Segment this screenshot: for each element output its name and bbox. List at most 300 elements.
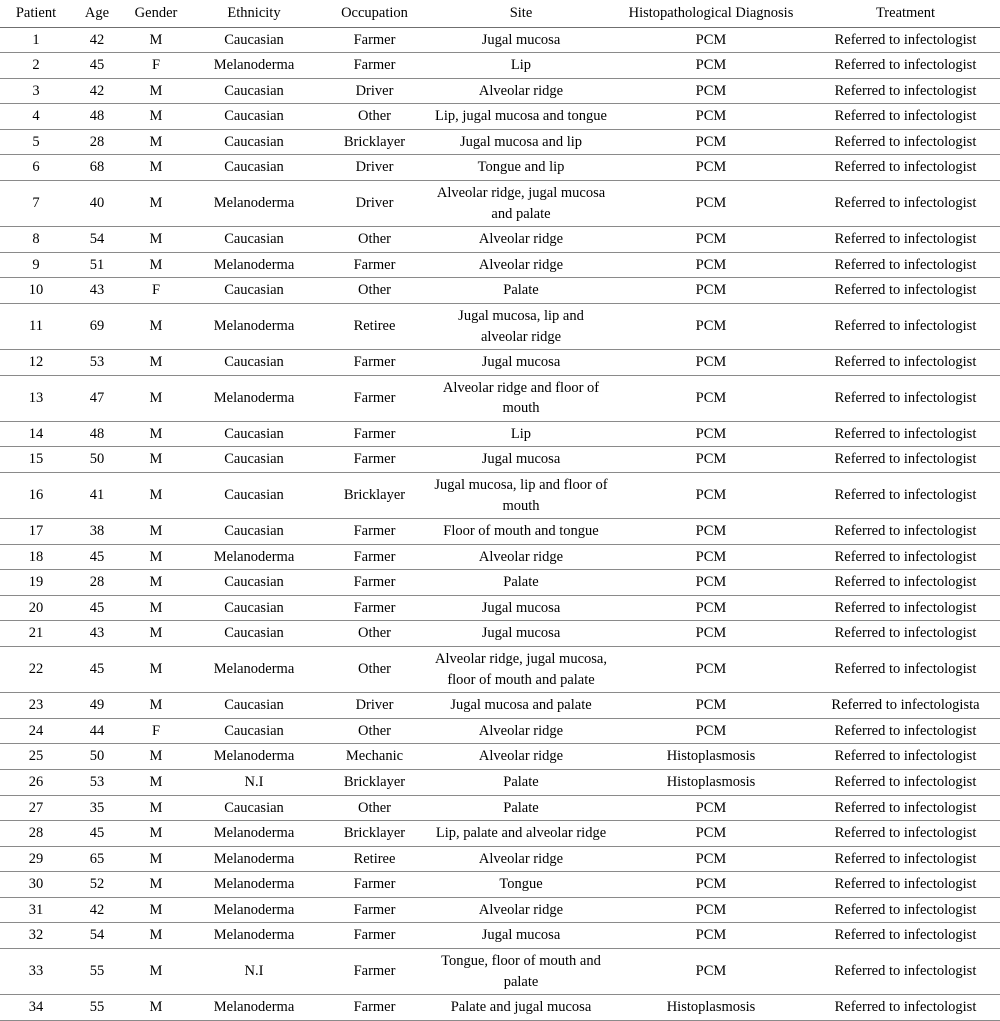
cell-gender: M (122, 350, 190, 376)
cell-age: 41 (72, 472, 122, 518)
cell-occupation: Farmer (318, 544, 431, 570)
cell-site: Alveolar ridge (431, 846, 611, 872)
table-row (0, 948, 1000, 994)
cell-age: 65 (72, 846, 122, 872)
cell-patient: 20 (0, 595, 72, 621)
cell-age: 53 (72, 769, 122, 795)
cell-ethnicity: Melanoderma (190, 897, 318, 923)
cell-gender: M (122, 693, 190, 719)
cell-patient: 31 (0, 897, 72, 923)
cell-treatment: Referred to infectologist (811, 795, 1000, 821)
cell-ethnicity: Caucasian (190, 595, 318, 621)
column-header-ethnicity: Ethnicity (190, 0, 318, 27)
cell-occupation: Farmer (318, 995, 431, 1021)
cell-treatment: Referred to infectologist (811, 421, 1000, 447)
table-row (0, 27, 1000, 53)
table-row (0, 472, 1000, 518)
cell-gender: M (122, 252, 190, 278)
cell-treatment: Referred to infectologist (811, 846, 1000, 872)
cell-site: Jugal mucosa and lip (431, 129, 611, 155)
cell-treatment: Referred to infectologist (811, 447, 1000, 473)
cell-diagnosis: PCM (611, 447, 811, 473)
cell-age: 28 (72, 129, 122, 155)
cell-patient: 4 (0, 104, 72, 130)
cell-treatment: Referred to infectologist (811, 181, 1000, 227)
table-row (0, 872, 1000, 898)
cell-site: Tongue and lip (431, 155, 611, 181)
cell-occupation: Bricklayer (318, 821, 431, 847)
cell-occupation: Other (318, 718, 431, 744)
cell-gender: M (122, 744, 190, 770)
cell-treatment: Referred to infectologist (811, 155, 1000, 181)
cell-occupation: Farmer (318, 53, 431, 79)
cell-site: Alveolar ridge (431, 227, 611, 253)
cell-treatment: Referred to infectologist (811, 647, 1000, 693)
cell-ethnicity: Melanoderma (190, 995, 318, 1021)
table-row (0, 769, 1000, 795)
cell-ethnicity: Caucasian (190, 155, 318, 181)
table-row (0, 595, 1000, 621)
cell-site: Lip, jugal mucosa and tongue (431, 104, 611, 130)
cell-age: 42 (72, 897, 122, 923)
cell-occupation: Farmer (318, 519, 431, 545)
cell-diagnosis: PCM (611, 923, 811, 949)
cell-diagnosis: PCM (611, 252, 811, 278)
cell-treatment: Referred to infectologist (811, 78, 1000, 104)
cell-treatment: Referred to infectologist (811, 544, 1000, 570)
cell-age: 53 (72, 350, 122, 376)
cell-age: 69 (72, 303, 122, 349)
cell-occupation: Mechanic (318, 744, 431, 770)
cell-ethnicity: Melanoderma (190, 252, 318, 278)
cell-gender: M (122, 181, 190, 227)
cell-gender: M (122, 595, 190, 621)
table-row (0, 252, 1000, 278)
cell-occupation: Retiree (318, 303, 431, 349)
cell-age: 55 (72, 995, 122, 1021)
cell-occupation: Farmer (318, 252, 431, 278)
cell-occupation: Farmer (318, 872, 431, 898)
cell-age: 40 (72, 181, 122, 227)
cell-patient: 1 (0, 27, 72, 53)
column-header-age: Age (72, 0, 122, 27)
table-row (0, 78, 1000, 104)
cell-age: 43 (72, 278, 122, 304)
column-header-diagnosis: Histopathological Diagnosis (611, 0, 811, 27)
cell-site: Jugal mucosa (431, 923, 611, 949)
column-header-occupation: Occupation (318, 0, 431, 27)
table-row (0, 693, 1000, 719)
cell-age: 45 (72, 595, 122, 621)
cell-gender: M (122, 303, 190, 349)
cell-occupation: Driver (318, 155, 431, 181)
cell-patient: 18 (0, 544, 72, 570)
cell-diagnosis: PCM (611, 472, 811, 518)
cell-diagnosis: Histoplasmosis (611, 744, 811, 770)
cell-age: 54 (72, 227, 122, 253)
cell-patient: 26 (0, 769, 72, 795)
cell-site: Jugal mucosa (431, 621, 611, 647)
cell-diagnosis: PCM (611, 795, 811, 821)
table-row (0, 278, 1000, 304)
cell-gender: M (122, 78, 190, 104)
cell-ethnicity: Melanoderma (190, 303, 318, 349)
cell-treatment: Referred to infectologist (811, 744, 1000, 770)
cell-patient: 28 (0, 821, 72, 847)
table-row (0, 129, 1000, 155)
cell-treatment: Referred to infectologist (811, 350, 1000, 376)
cell-site: Alveolar ridge (431, 544, 611, 570)
cell-occupation: Bricklayer (318, 129, 431, 155)
cell-ethnicity: Melanoderma (190, 53, 318, 79)
cell-diagnosis: PCM (611, 27, 811, 53)
cell-ethnicity: Caucasian (190, 129, 318, 155)
cell-ethnicity: Caucasian (190, 421, 318, 447)
table-body (0, 27, 1000, 1020)
cell-patient: 24 (0, 718, 72, 744)
cell-treatment: Referred to infectologist (811, 595, 1000, 621)
cell-age: 42 (72, 27, 122, 53)
cell-diagnosis: PCM (611, 570, 811, 596)
cell-occupation: Farmer (318, 27, 431, 53)
cell-ethnicity: Melanoderma (190, 181, 318, 227)
table-header-row (0, 0, 1000, 27)
cell-ethnicity: Melanoderma (190, 544, 318, 570)
cell-occupation: Driver (318, 693, 431, 719)
cell-treatment: Referred to infectologist (811, 769, 1000, 795)
cell-patient: 15 (0, 447, 72, 473)
table-row (0, 375, 1000, 421)
cell-patient: 11 (0, 303, 72, 349)
cell-diagnosis: Histoplasmosis (611, 769, 811, 795)
cell-age: 48 (72, 104, 122, 130)
table-row (0, 303, 1000, 349)
table-row (0, 744, 1000, 770)
cell-age: 44 (72, 718, 122, 744)
cell-patient: 27 (0, 795, 72, 821)
cell-diagnosis: PCM (611, 544, 811, 570)
cell-ethnicity: Caucasian (190, 227, 318, 253)
cell-site: Palate and jugal mucosa (431, 995, 611, 1021)
cell-occupation: Farmer (318, 595, 431, 621)
cell-diagnosis: PCM (611, 595, 811, 621)
cell-diagnosis: PCM (611, 519, 811, 545)
cell-occupation: Farmer (318, 897, 431, 923)
cell-gender: F (122, 278, 190, 304)
cell-age: 47 (72, 375, 122, 421)
cell-age: 68 (72, 155, 122, 181)
cell-age: 35 (72, 795, 122, 821)
cell-site: Alveolar ridge (431, 718, 611, 744)
cell-treatment: Referred to infectologist (811, 821, 1000, 847)
cell-site: Floor of mouth and tongue (431, 519, 611, 545)
cell-patient: 17 (0, 519, 72, 545)
cell-site: Alveolar ridge, jugal mucosa and palate (431, 181, 611, 227)
cell-site: Jugal mucosa, lip and floor of mouth (431, 472, 611, 518)
cell-patient: 13 (0, 375, 72, 421)
cell-site: Alveolar ridge and floor of mouth (431, 375, 611, 421)
cell-site: Alveolar ridge (431, 744, 611, 770)
cell-diagnosis: PCM (611, 621, 811, 647)
table-row (0, 447, 1000, 473)
cell-treatment: Referred to infectologist (811, 375, 1000, 421)
cell-gender: M (122, 570, 190, 596)
cell-patient: 29 (0, 846, 72, 872)
cell-ethnicity: Caucasian (190, 104, 318, 130)
cell-treatment: Referred to infectologist (811, 227, 1000, 253)
cell-gender: M (122, 795, 190, 821)
cell-diagnosis: PCM (611, 181, 811, 227)
cell-diagnosis: PCM (611, 227, 811, 253)
cell-patient: 5 (0, 129, 72, 155)
cell-gender: M (122, 647, 190, 693)
cell-ethnicity: Caucasian (190, 621, 318, 647)
cell-treatment: Referred to infectologist (811, 923, 1000, 949)
cell-age: 43 (72, 621, 122, 647)
cell-ethnicity: Caucasian (190, 27, 318, 53)
cell-gender: M (122, 621, 190, 647)
cell-occupation: Other (318, 621, 431, 647)
table-row (0, 846, 1000, 872)
cell-ethnicity: Melanoderma (190, 923, 318, 949)
cell-ethnicity: Caucasian (190, 472, 318, 518)
column-header-gender: Gender (122, 0, 190, 27)
cell-site: Palate (431, 570, 611, 596)
cell-diagnosis: PCM (611, 78, 811, 104)
cell-occupation: Farmer (318, 570, 431, 596)
cell-diagnosis: PCM (611, 718, 811, 744)
cell-site: Palate (431, 795, 611, 821)
cell-age: 45 (72, 647, 122, 693)
column-header-patient: Patient (0, 0, 72, 27)
cell-occupation: Farmer (318, 948, 431, 994)
column-header-treatment: Treatment (811, 0, 1000, 27)
cell-diagnosis: PCM (611, 104, 811, 130)
cell-ethnicity: Melanoderma (190, 375, 318, 421)
cell-diagnosis: PCM (611, 897, 811, 923)
cell-gender: M (122, 421, 190, 447)
cell-age: 45 (72, 544, 122, 570)
cell-gender: M (122, 519, 190, 545)
cell-age: 38 (72, 519, 122, 545)
cell-ethnicity: Caucasian (190, 519, 318, 545)
cell-treatment: Referred to infectologist (811, 948, 1000, 994)
cell-occupation: Farmer (318, 375, 431, 421)
cell-site: Lip, palate and alveolar ridge (431, 821, 611, 847)
cell-site: Jugal mucosa (431, 595, 611, 621)
table-row (0, 227, 1000, 253)
cell-diagnosis: PCM (611, 693, 811, 719)
cell-diagnosis: PCM (611, 350, 811, 376)
cell-treatment: Referred to infectologist (811, 718, 1000, 744)
cell-site: Lip (431, 53, 611, 79)
table-row (0, 350, 1000, 376)
cell-occupation: Other (318, 104, 431, 130)
cell-site: Alveolar ridge (431, 252, 611, 278)
cell-patient: 30 (0, 872, 72, 898)
cell-treatment: Referred to infectologist (811, 897, 1000, 923)
cell-patient: 14 (0, 421, 72, 447)
table-row (0, 421, 1000, 447)
cell-occupation: Other (318, 278, 431, 304)
cell-treatment: Referred to infectologista (811, 693, 1000, 719)
cell-occupation: Bricklayer (318, 472, 431, 518)
table-row (0, 570, 1000, 596)
table-row (0, 544, 1000, 570)
cell-diagnosis: PCM (611, 129, 811, 155)
cell-patient: 19 (0, 570, 72, 596)
cell-diagnosis: PCM (611, 846, 811, 872)
cell-age: 45 (72, 821, 122, 847)
column-header-site: Site (431, 0, 611, 27)
table-row (0, 53, 1000, 79)
cell-age: 45 (72, 53, 122, 79)
cell-ethnicity: N.I (190, 948, 318, 994)
cell-diagnosis: PCM (611, 821, 811, 847)
cell-diagnosis: PCM (611, 421, 811, 447)
cell-site: Alveolar ridge, jugal mucosa, floor of mouth and palate (431, 647, 611, 693)
cell-gender: M (122, 846, 190, 872)
cell-gender: M (122, 104, 190, 130)
cell-age: 42 (72, 78, 122, 104)
cell-gender: M (122, 155, 190, 181)
cell-ethnicity: Caucasian (190, 78, 318, 104)
cell-patient: 7 (0, 181, 72, 227)
cell-ethnicity: Melanoderma (190, 872, 318, 898)
table-row (0, 647, 1000, 693)
table-row (0, 897, 1000, 923)
cell-occupation: Farmer (318, 923, 431, 949)
table-row (0, 821, 1000, 847)
cell-patient: 10 (0, 278, 72, 304)
cell-patient: 34 (0, 995, 72, 1021)
cell-site: Alveolar ridge (431, 78, 611, 104)
cell-gender: M (122, 821, 190, 847)
table-row (0, 795, 1000, 821)
cell-diagnosis: PCM (611, 278, 811, 304)
cell-treatment: Referred to infectologist (811, 621, 1000, 647)
cell-site: Jugal mucosa (431, 350, 611, 376)
cell-site: Tongue, floor of mouth and palate (431, 948, 611, 994)
cell-diagnosis: PCM (611, 647, 811, 693)
cell-patient: 12 (0, 350, 72, 376)
cell-gender: M (122, 472, 190, 518)
cell-site: Jugal mucosa (431, 27, 611, 53)
cell-occupation: Driver (318, 78, 431, 104)
cell-age: 54 (72, 923, 122, 949)
table-header (0, 0, 1000, 27)
cell-ethnicity: Caucasian (190, 570, 318, 596)
cell-occupation: Retiree (318, 846, 431, 872)
cell-ethnicity: Caucasian (190, 278, 318, 304)
cell-patient: 22 (0, 647, 72, 693)
cell-occupation: Other (318, 647, 431, 693)
cell-gender: M (122, 872, 190, 898)
cell-patient: 3 (0, 78, 72, 104)
cell-patient: 6 (0, 155, 72, 181)
cell-gender: F (122, 53, 190, 79)
cell-site: Tongue (431, 872, 611, 898)
cell-treatment: Referred to infectologist (811, 472, 1000, 518)
cell-treatment: Referred to infectologist (811, 129, 1000, 155)
cell-gender: M (122, 227, 190, 253)
cell-ethnicity: N.I (190, 769, 318, 795)
cell-diagnosis: Histoplasmosis (611, 995, 811, 1021)
cell-treatment: Referred to infectologist (811, 53, 1000, 79)
cell-gender: F (122, 718, 190, 744)
cell-treatment: Referred to infectologist (811, 252, 1000, 278)
cell-diagnosis: PCM (611, 872, 811, 898)
cell-diagnosis: PCM (611, 155, 811, 181)
cell-age: 28 (72, 570, 122, 596)
cell-diagnosis: PCM (611, 948, 811, 994)
cell-occupation: Farmer (318, 421, 431, 447)
cell-ethnicity: Caucasian (190, 795, 318, 821)
cell-occupation: Driver (318, 181, 431, 227)
cell-ethnicity: Caucasian (190, 350, 318, 376)
table-row (0, 621, 1000, 647)
cell-occupation: Other (318, 795, 431, 821)
cell-treatment: Referred to infectologist (811, 104, 1000, 130)
cell-gender: M (122, 129, 190, 155)
cell-patient: 21 (0, 621, 72, 647)
cell-gender: M (122, 447, 190, 473)
cell-gender: M (122, 923, 190, 949)
cell-site: Jugal mucosa and palate (431, 693, 611, 719)
cell-patient: 9 (0, 252, 72, 278)
cell-treatment: Referred to infectologist (811, 278, 1000, 304)
cell-ethnicity: Caucasian (190, 718, 318, 744)
cell-age: 49 (72, 693, 122, 719)
cell-occupation: Other (318, 227, 431, 253)
cell-site: Jugal mucosa, lip and alveolar ridge (431, 303, 611, 349)
cell-patient: 32 (0, 923, 72, 949)
cell-site: Jugal mucosa (431, 447, 611, 473)
cell-patient: 2 (0, 53, 72, 79)
table-row (0, 155, 1000, 181)
table-row (0, 104, 1000, 130)
cell-site: Alveolar ridge (431, 897, 611, 923)
cell-ethnicity: Caucasian (190, 447, 318, 473)
cell-ethnicity: Caucasian (190, 693, 318, 719)
cell-age: 55 (72, 948, 122, 994)
cell-age: 48 (72, 421, 122, 447)
cell-treatment: Referred to infectologist (811, 303, 1000, 349)
cell-age: 50 (72, 447, 122, 473)
cell-patient: 16 (0, 472, 72, 518)
table-row (0, 718, 1000, 744)
cell-patient: 23 (0, 693, 72, 719)
cell-age: 52 (72, 872, 122, 898)
cell-gender: M (122, 544, 190, 570)
cell-age: 51 (72, 252, 122, 278)
cell-diagnosis: PCM (611, 375, 811, 421)
cell-patient: 25 (0, 744, 72, 770)
cell-treatment: Referred to infectologist (811, 570, 1000, 596)
cell-gender: M (122, 769, 190, 795)
cell-ethnicity: Melanoderma (190, 647, 318, 693)
cell-patient: 8 (0, 227, 72, 253)
cell-patient: 33 (0, 948, 72, 994)
cell-ethnicity: Melanoderma (190, 821, 318, 847)
table-row (0, 519, 1000, 545)
table-row (0, 923, 1000, 949)
cell-ethnicity: Melanoderma (190, 846, 318, 872)
cell-occupation: Farmer (318, 447, 431, 473)
cell-site: Lip (431, 421, 611, 447)
cell-gender: M (122, 375, 190, 421)
cell-treatment: Referred to infectologist (811, 872, 1000, 898)
